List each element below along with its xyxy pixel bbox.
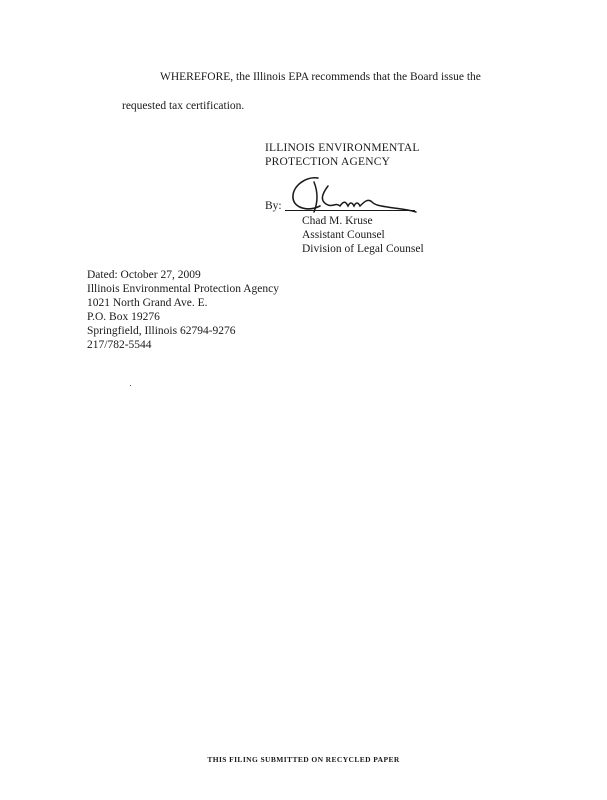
address-phone: 217/782-5544	[87, 339, 152, 351]
footer-recycled-paper: THIS FILING SUBMITTED ON RECYCLED PAPER	[207, 755, 400, 764]
signer-division: Division of Legal Counsel	[302, 243, 424, 255]
signer-title: Assistant Counsel	[302, 229, 385, 241]
scan-speck	[130, 385, 131, 386]
signer-name: Chad M. Kruse	[302, 215, 373, 227]
paragraph-line-2: requested tax certification.	[122, 100, 245, 112]
agency-name-line-1: ILLINOIS ENVIRONMENTAL	[265, 142, 420, 154]
address-street: 1021 North Grand Ave. E.	[87, 297, 208, 309]
handwritten-signature	[284, 172, 419, 220]
address-po-box: P.O. Box 19276	[87, 311, 160, 323]
address-org: Illinois Environmental Protection Agency	[87, 283, 279, 295]
paragraph-line-1: WHEREFORE, the Illinois EPA recommends that the Board issue the	[160, 71, 481, 83]
by-label: By:	[265, 200, 282, 212]
dated-line: Dated: October 27, 2009	[87, 269, 201, 281]
signature-line	[285, 210, 415, 211]
agency-name-line-2: PROTECTION AGENCY	[265, 156, 391, 168]
address-city: Springfield, Illinois 62794-9276	[87, 325, 236, 337]
